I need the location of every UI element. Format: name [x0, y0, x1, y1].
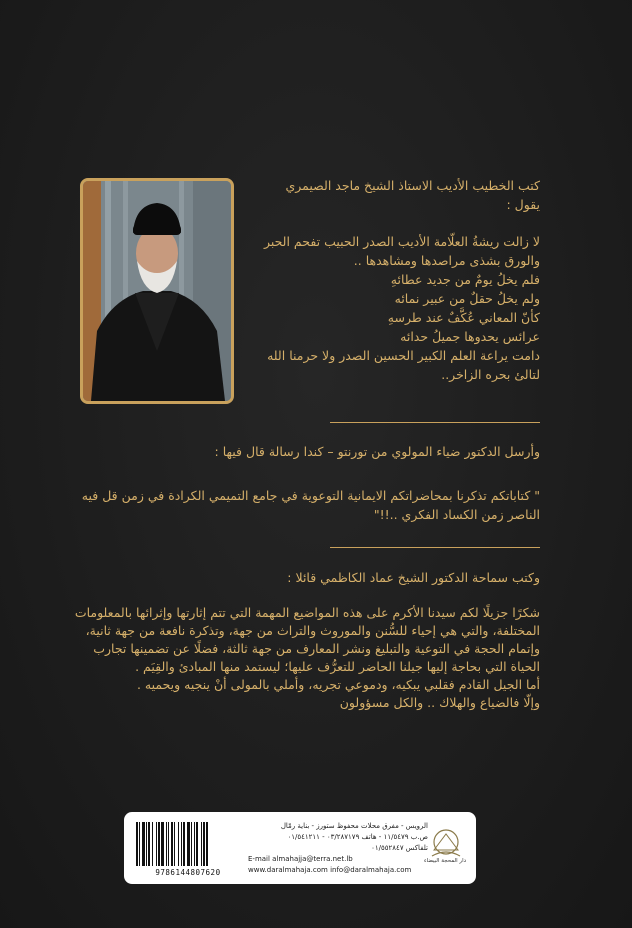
- intro-heading: كتب الخطيب الأديب الاستاذ الشيخ ماجد الصيمري: [285, 178, 540, 193]
- poem-line: لا زالت ريشةُ العلّامة الأديب الصدر الحبيب تفحم الحبر: [263, 234, 540, 249]
- publisher-info: [248, 821, 428, 876]
- letter1-quote: " كتاباتكم تذكرنا بمحاضراتكم الايمانية التوعوية في جامع التميمي الكرادة في زمن قل فيه الناصر زمن الكساد الفكري ..!!": [81, 488, 540, 522]
- intro-section: [80, 176, 540, 384]
- letter2-body: [62, 604, 540, 712]
- poem-line: لتالئ بحره الزاخر..: [441, 367, 540, 382]
- letter2-paragraph: وإلّا فالضياع والهلاك .. والكل مسؤولون: [339, 695, 540, 710]
- intro-says: يقول :: [506, 197, 540, 212]
- poem-line: ولم يخلُ حقلٌ من عبير نمائه: [394, 291, 540, 306]
- barcode-image: [134, 822, 242, 866]
- poem-line: والورق بشذى مراصدها ومشاهدها ..: [353, 253, 540, 268]
- publisher-address: الرويس - مفرق محلات محفوظ ستورز - بناية رمّال: [280, 822, 428, 830]
- letter1-heading: وأرسل الدكتور ضياء المولوي من تورنتو – كندا رسالة قال فيها :: [214, 444, 540, 459]
- divider: [330, 422, 540, 423]
- publisher-box: [124, 812, 476, 884]
- publisher-fax: تلفاكس ٠١/٥٥٢٨٤٧: [371, 844, 428, 852]
- poem-line: فلم يخلُ يومٌ من جديد عطائهِ: [390, 272, 540, 287]
- poem-line: عرائس يحدوها جميلُ حدائه: [400, 329, 540, 344]
- poem-line: دامت يراعة العلم الكبير الحسين الصدر ولا حرمنا الله: [267, 348, 540, 363]
- letter2-heading: وكتب سماحة الدكتور الشيخ عماد الكاظمي قائلا :: [287, 570, 540, 585]
- poem-line: كأنّ المعاني عُكَّفٌ عند طرسهِ: [387, 310, 540, 325]
- publisher-web: www.daralmahaja.com info@daralmahaja.com: [248, 866, 412, 874]
- divider: [330, 547, 540, 548]
- publisher-email: E-mail almahajja@terra.net.lb: [248, 855, 353, 863]
- publisher-logo-text: دار المحجة البيضاء: [423, 858, 467, 864]
- publisher-phones: ص.ب ١١/٥٤٧٩ - هاتف ٠٣/٢٨٧١٧٩ - ٠١/٥٤١٢١١: [287, 833, 428, 841]
- letter2-paragraph: شكرًا جزيلًا لكم سيدنا الأكرم على هذه المواضيع المهمة التي تتم إثارتها وإثرائها بالمعلومات المختلفة، والتي هي إحياء للسُّنن والموروث والتراث من جهة، وتذكرة نافعة من جهة ثانية، وإتمام الحجة في التوعية والتبليغ ونشر المعارف من جهة ثالثة، فضلًا عن تضمينها تجارب الحياة التي بحاجة إليها جيلنا الحاضر للتعرُّف عليها؛ ليستمد منها المبادئ والقِيَم .: [74, 605, 540, 674]
- isbn-number: 9786144807620: [155, 868, 221, 877]
- letter2-paragraph: أما الجيل القادم فقلبي يبكيه، ودموعي تجريه، وأملي بالمولى أنْ ينجيه ويحميه .: [136, 677, 540, 692]
- publisher-logo-icon: [426, 820, 466, 872]
